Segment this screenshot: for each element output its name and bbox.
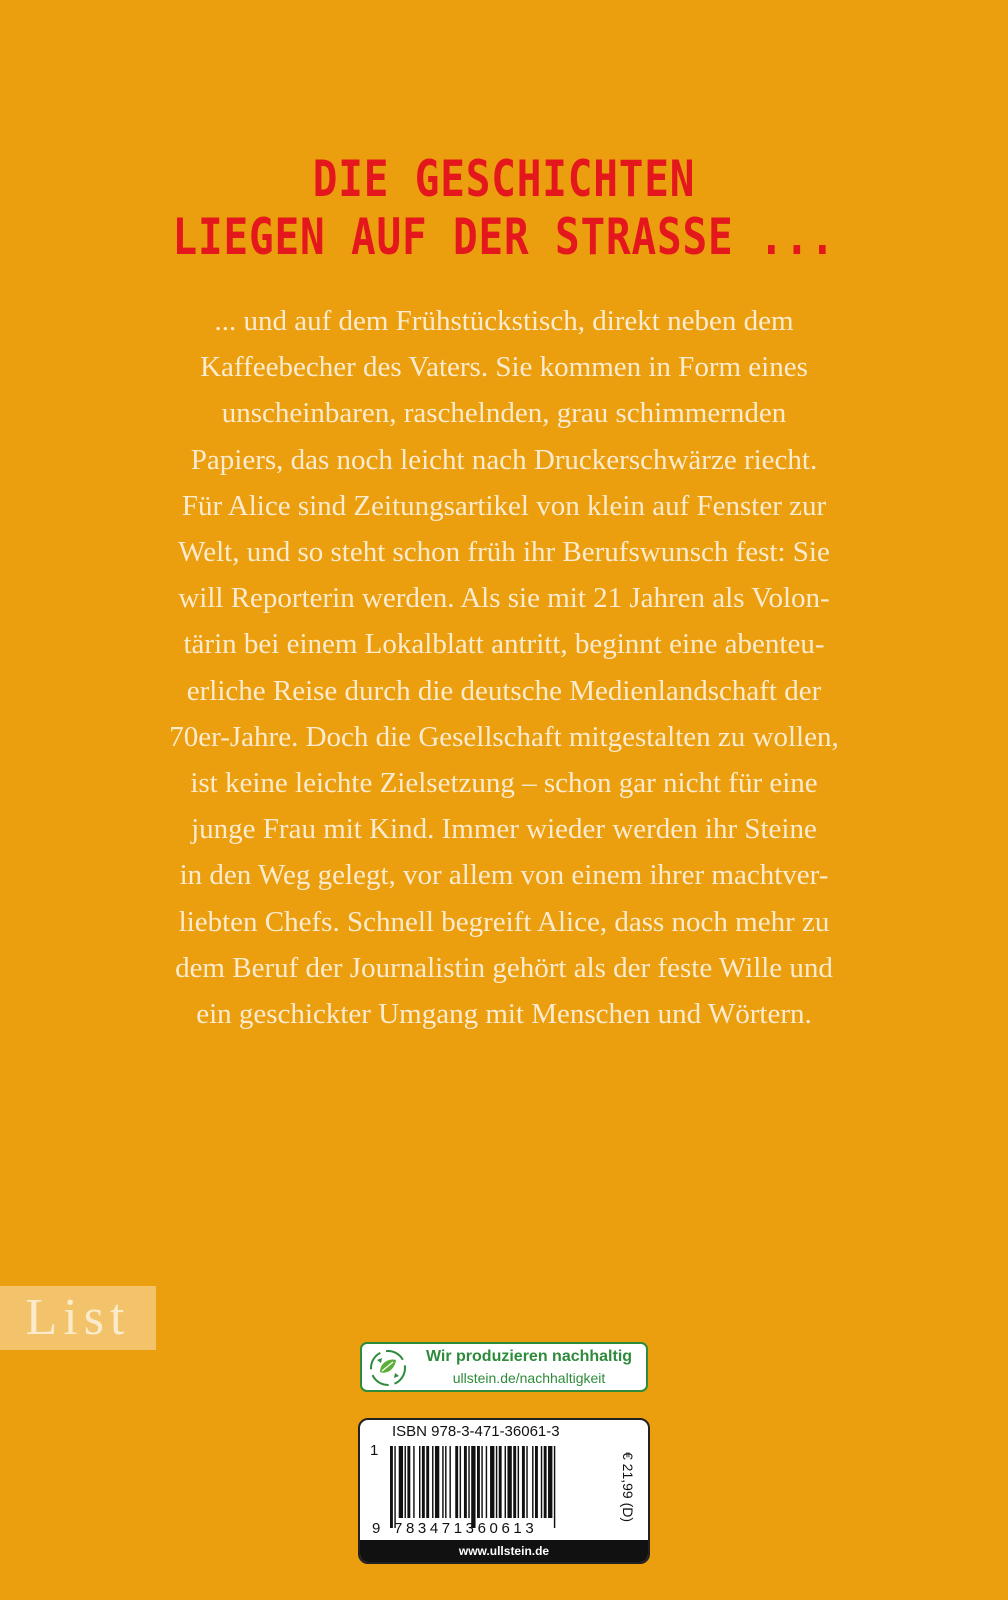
barcode-digits: 783471360613 (394, 1520, 538, 1537)
badge-url: ullstein.de/nachhaltigkeit (452, 1370, 606, 1386)
barcode-bar (522, 1446, 525, 1518)
blurb-line: junge Frau mit Kind. Immer wieder werden ihr Steine (191, 813, 817, 846)
barcode-bar (464, 1446, 467, 1518)
barcode-bar (507, 1446, 511, 1518)
blurb-line: Welt, und so steht schon früh ihr Berufswunsch fest: Sie (178, 536, 830, 569)
barcode-bar (445, 1446, 446, 1518)
barcode-bar (460, 1446, 461, 1518)
blurb-line: erliche Reise durch die deutsche Medienlandschaft der (186, 674, 822, 707)
addon-digit: 1 (370, 1442, 379, 1459)
barcode-bar (435, 1446, 439, 1518)
barcode-bar (490, 1446, 494, 1518)
blurb-line: liebten Chefs. Schnell begreift Alice, dass noch mehr zu (178, 905, 830, 938)
blurb-line: tärin bei einem Lokalblatt antritt, beginnt eine abenteu- (183, 628, 825, 661)
barcode-bar (390, 1446, 393, 1528)
barcode-bar (442, 1446, 443, 1518)
barcode-bar (468, 1446, 469, 1518)
headline (91, 150, 918, 266)
barcode-bar (394, 1446, 395, 1528)
barcode-bar (535, 1446, 538, 1518)
barcode-bar (407, 1446, 410, 1518)
badge-title: Wir produzieren nachhaltig (425, 1348, 633, 1365)
barcode-bar (471, 1446, 475, 1528)
blurb-line: dem Beruf der Journalistin gehört als der feste Wille und (175, 951, 833, 984)
sustainability-badge (360, 1342, 648, 1392)
blurb-line: ... und auf dem Frühstückstisch, direkt neben dem (214, 305, 794, 337)
barcode-bar (486, 1446, 487, 1518)
barcode-bar (481, 1446, 482, 1518)
barcode-bar (477, 1446, 480, 1518)
barcode-bar (548, 1446, 552, 1518)
publisher-logo: List (0, 1286, 156, 1350)
barcode-bar (554, 1446, 555, 1528)
barcode-bar (449, 1446, 450, 1518)
blurb-line: in den Weg gelegt, vor allem von einem ihrer machtver- (179, 859, 829, 892)
barcode-bar (405, 1446, 406, 1518)
blurb-text (118, 298, 890, 1037)
barcode-bar (513, 1446, 516, 1518)
barcode-bar (432, 1446, 433, 1518)
barcode-bar (419, 1446, 420, 1518)
headline-line-2: LIEGEN AUF DER STRASSE ... (172, 208, 836, 266)
barcode-bar (455, 1446, 458, 1518)
barcode-bar (526, 1446, 527, 1518)
blurb-line: Papiers, das noch leicht nach Druckerschwärze riecht. (190, 443, 818, 476)
blurb-line: 70er-Jahre. Doch die Gesellschaft mitgestalten zu wollen, (169, 720, 839, 753)
barcode-bar (505, 1446, 506, 1518)
barcode-bar (541, 1446, 542, 1518)
isbn-label: ISBN 978-3-471-36061-3 (392, 1423, 560, 1440)
headline-line-1: DIE GESCHICHTEN (312, 150, 696, 208)
recycle-leaf-icon (368, 1348, 408, 1388)
blurb-line: unscheinbaren, raschelnden, grau schimmernden (221, 397, 787, 430)
website-label: www.ullstein.de (360, 1540, 648, 1562)
barcode-leading-digit: 9 (372, 1520, 381, 1537)
barcode-bar (422, 1446, 425, 1518)
blurb-line: Für Alice sind Zeitungsartikel von klein auf Fenster zur (181, 489, 827, 522)
barcode-bar (499, 1446, 502, 1518)
barcode-bar (518, 1446, 519, 1518)
blurb-line: Kaffeebecher des Vaters. Sie kommen in Form eines (200, 351, 808, 384)
barcode-bar (496, 1446, 497, 1518)
barcode-block (358, 1418, 650, 1564)
blurb-line: ein geschickter Umgang mit Menschen und Wörtern. (196, 998, 812, 1031)
barcode-bar (426, 1446, 429, 1518)
blurb-line: ist keine leichte Zielsetzung – schon gar nicht für eine (190, 767, 818, 800)
blurb-line: will Reporterin werden. Als sie mit 21 Jahren als Volon- (178, 582, 830, 615)
barcode-bar (399, 1446, 403, 1518)
price-label: € 21,99 (D) (620, 1452, 636, 1523)
barcode-bar (532, 1446, 533, 1518)
barcode-bar (413, 1446, 414, 1518)
barcode-bar (544, 1446, 547, 1518)
